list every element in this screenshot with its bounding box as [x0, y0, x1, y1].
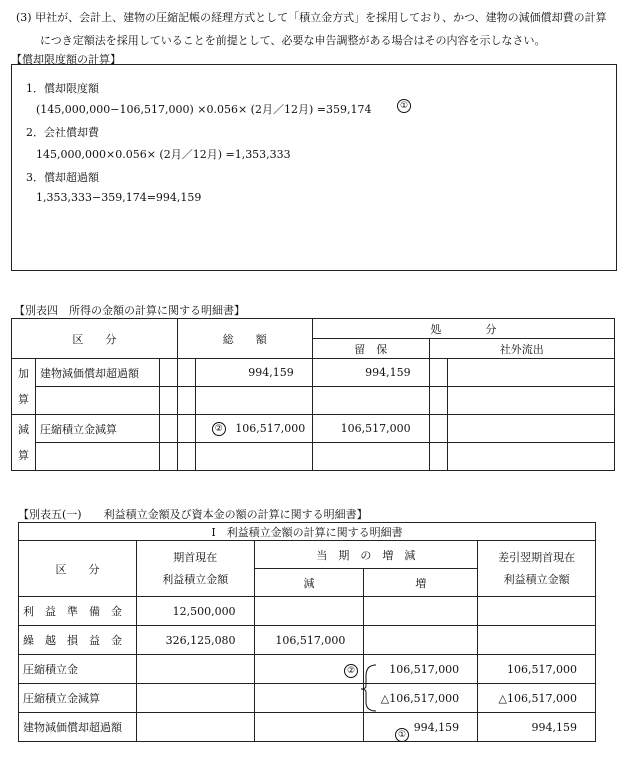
calc-formula-3: 1,353,333−359,174=994,159 [36, 191, 202, 204]
b5-header-end-line2: 利益積立金額 [503, 572, 570, 586]
beppyo4-title: 【別表四 所得の金額の計算に関する明細書】 [14, 304, 245, 317]
b5-row-label: 圧縮積立金減算 [19, 684, 137, 713]
b4-header-kubun: 区 分 [12, 319, 178, 359]
b5-row-end: △106,517,000 [478, 684, 596, 713]
question-line-2: につき定額法を採用していることを前提として、必要な申告調整がある場合はその内容を示しなさい。 [40, 34, 546, 47]
b5-row-begin [136, 684, 254, 713]
b4-header-shagai: 社外流出 [429, 339, 614, 359]
b5-row-dec [254, 597, 364, 626]
b4-san-char: 算 [17, 392, 29, 406]
b4-row1-total: 994,159 [195, 359, 312, 387]
b5-row-begin: 12,500,000 [136, 597, 254, 626]
b4-header-total: 総 額 [177, 319, 312, 359]
b5-row-begin [136, 713, 254, 742]
calc-title: 【償却限度額の計算】 [11, 53, 121, 66]
b4-header-shobun: 処 分 [312, 319, 614, 339]
b5-row-begin: 326,125,080 [136, 626, 254, 655]
b4-row1-ryuho: 994,159 [312, 359, 429, 387]
b4-gen-char: 減 [17, 422, 29, 436]
calc-formula-1: (145,000,000−106,517,000) ×0.056× (2月／12月) =359,174 [36, 103, 372, 116]
b4-gensan-label [12, 415, 36, 471]
b5-row-end: 994,159 [478, 713, 596, 742]
b5-row-begin [136, 655, 254, 684]
b5-header-inc: 増 [364, 569, 478, 597]
calc-box [11, 64, 617, 271]
b4-row3-label: 圧縮積立金減算 [35, 415, 159, 443]
b5-header-begin [136, 541, 254, 597]
bracket-icon [358, 662, 380, 714]
circle-1-marker: ① [397, 99, 411, 113]
b5-circle-1-marker: ① [395, 728, 409, 742]
b5-row-label: 繰 越 損 益 金 [19, 626, 137, 655]
b5-row-label: 圧縮積立金 [19, 655, 137, 684]
b4-gen-san-char: 算 [17, 448, 29, 462]
b4-ka-char: 加 [17, 366, 29, 380]
b5-row-label: 利 益 準 備 金 [19, 597, 137, 626]
b5-row-inc: 994,159 [364, 713, 478, 742]
b4-row1-label: 建物減価償却超過額 [35, 359, 159, 387]
beppyo5-title: 【別表五(一) 利益積立金額及び資本金の額の計算に関する明細書】 [18, 508, 368, 521]
b5-row-dec [254, 713, 364, 742]
b5-row-inc [364, 597, 478, 626]
beppyo4-table [11, 318, 615, 471]
b4-header-ryuho: 留 保 [312, 339, 429, 359]
b5-circle-2-marker: ② [344, 664, 358, 678]
table-row [19, 597, 596, 626]
calc-heading-2: 2．会社償却費 [26, 126, 99, 139]
circle-2-marker: ② [212, 422, 226, 436]
table-row [19, 655, 596, 684]
b5-row-end [478, 597, 596, 626]
b5-subtitle: Ⅰ 利益積立金額の計算に関する明細書 [19, 523, 596, 541]
b5-row-end: 106,517,000 [478, 655, 596, 684]
b5-row-dec [254, 684, 364, 713]
b5-row-inc: △106,517,000 [364, 684, 478, 713]
beppyo5-table [18, 522, 596, 742]
table-row [19, 713, 596, 742]
b4-row3-ryuho: 106,517,000 [312, 415, 429, 443]
b4-row3-total: 106,517,000 [235, 421, 306, 435]
b5-header-end-line1: 差引翌期首現在 [498, 550, 576, 564]
b5-header-begin-line2: 利益積立金額 [162, 572, 229, 586]
b5-header-kubun: 区 分 [19, 541, 137, 597]
question-line-1: (3) 甲社が、会計上、建物の圧縮記帳の経理方式として「積立金方式」を採用しており、かつ、建物の減価償却費の計算 [16, 11, 607, 24]
calc-formula-2: 145,000,000×0.056× (2月／12月) =1,353,333 [36, 148, 291, 161]
b5-row-dec: 106,517,000 [254, 626, 364, 655]
calc-heading-3: 3．償却超過額 [26, 171, 99, 184]
b5-row-inc [364, 626, 478, 655]
b5-header-dec: 減 [254, 569, 364, 597]
b5-row-inc: 106,517,000 [364, 655, 478, 684]
b5-header-change: 当 期 の 増 減 [254, 541, 478, 569]
b5-header-end [478, 541, 596, 597]
b4-row3-total-cell [195, 415, 312, 443]
b4-kasan-label [12, 359, 36, 415]
table-row [19, 684, 596, 713]
b5-header-begin-line1: 期首現在 [173, 550, 218, 564]
calc-heading-1: 1．償却限度額 [26, 82, 99, 95]
table-row [19, 626, 596, 655]
b5-row-label: 建物減価償却超過額 [19, 713, 137, 742]
b5-row-end [478, 626, 596, 655]
